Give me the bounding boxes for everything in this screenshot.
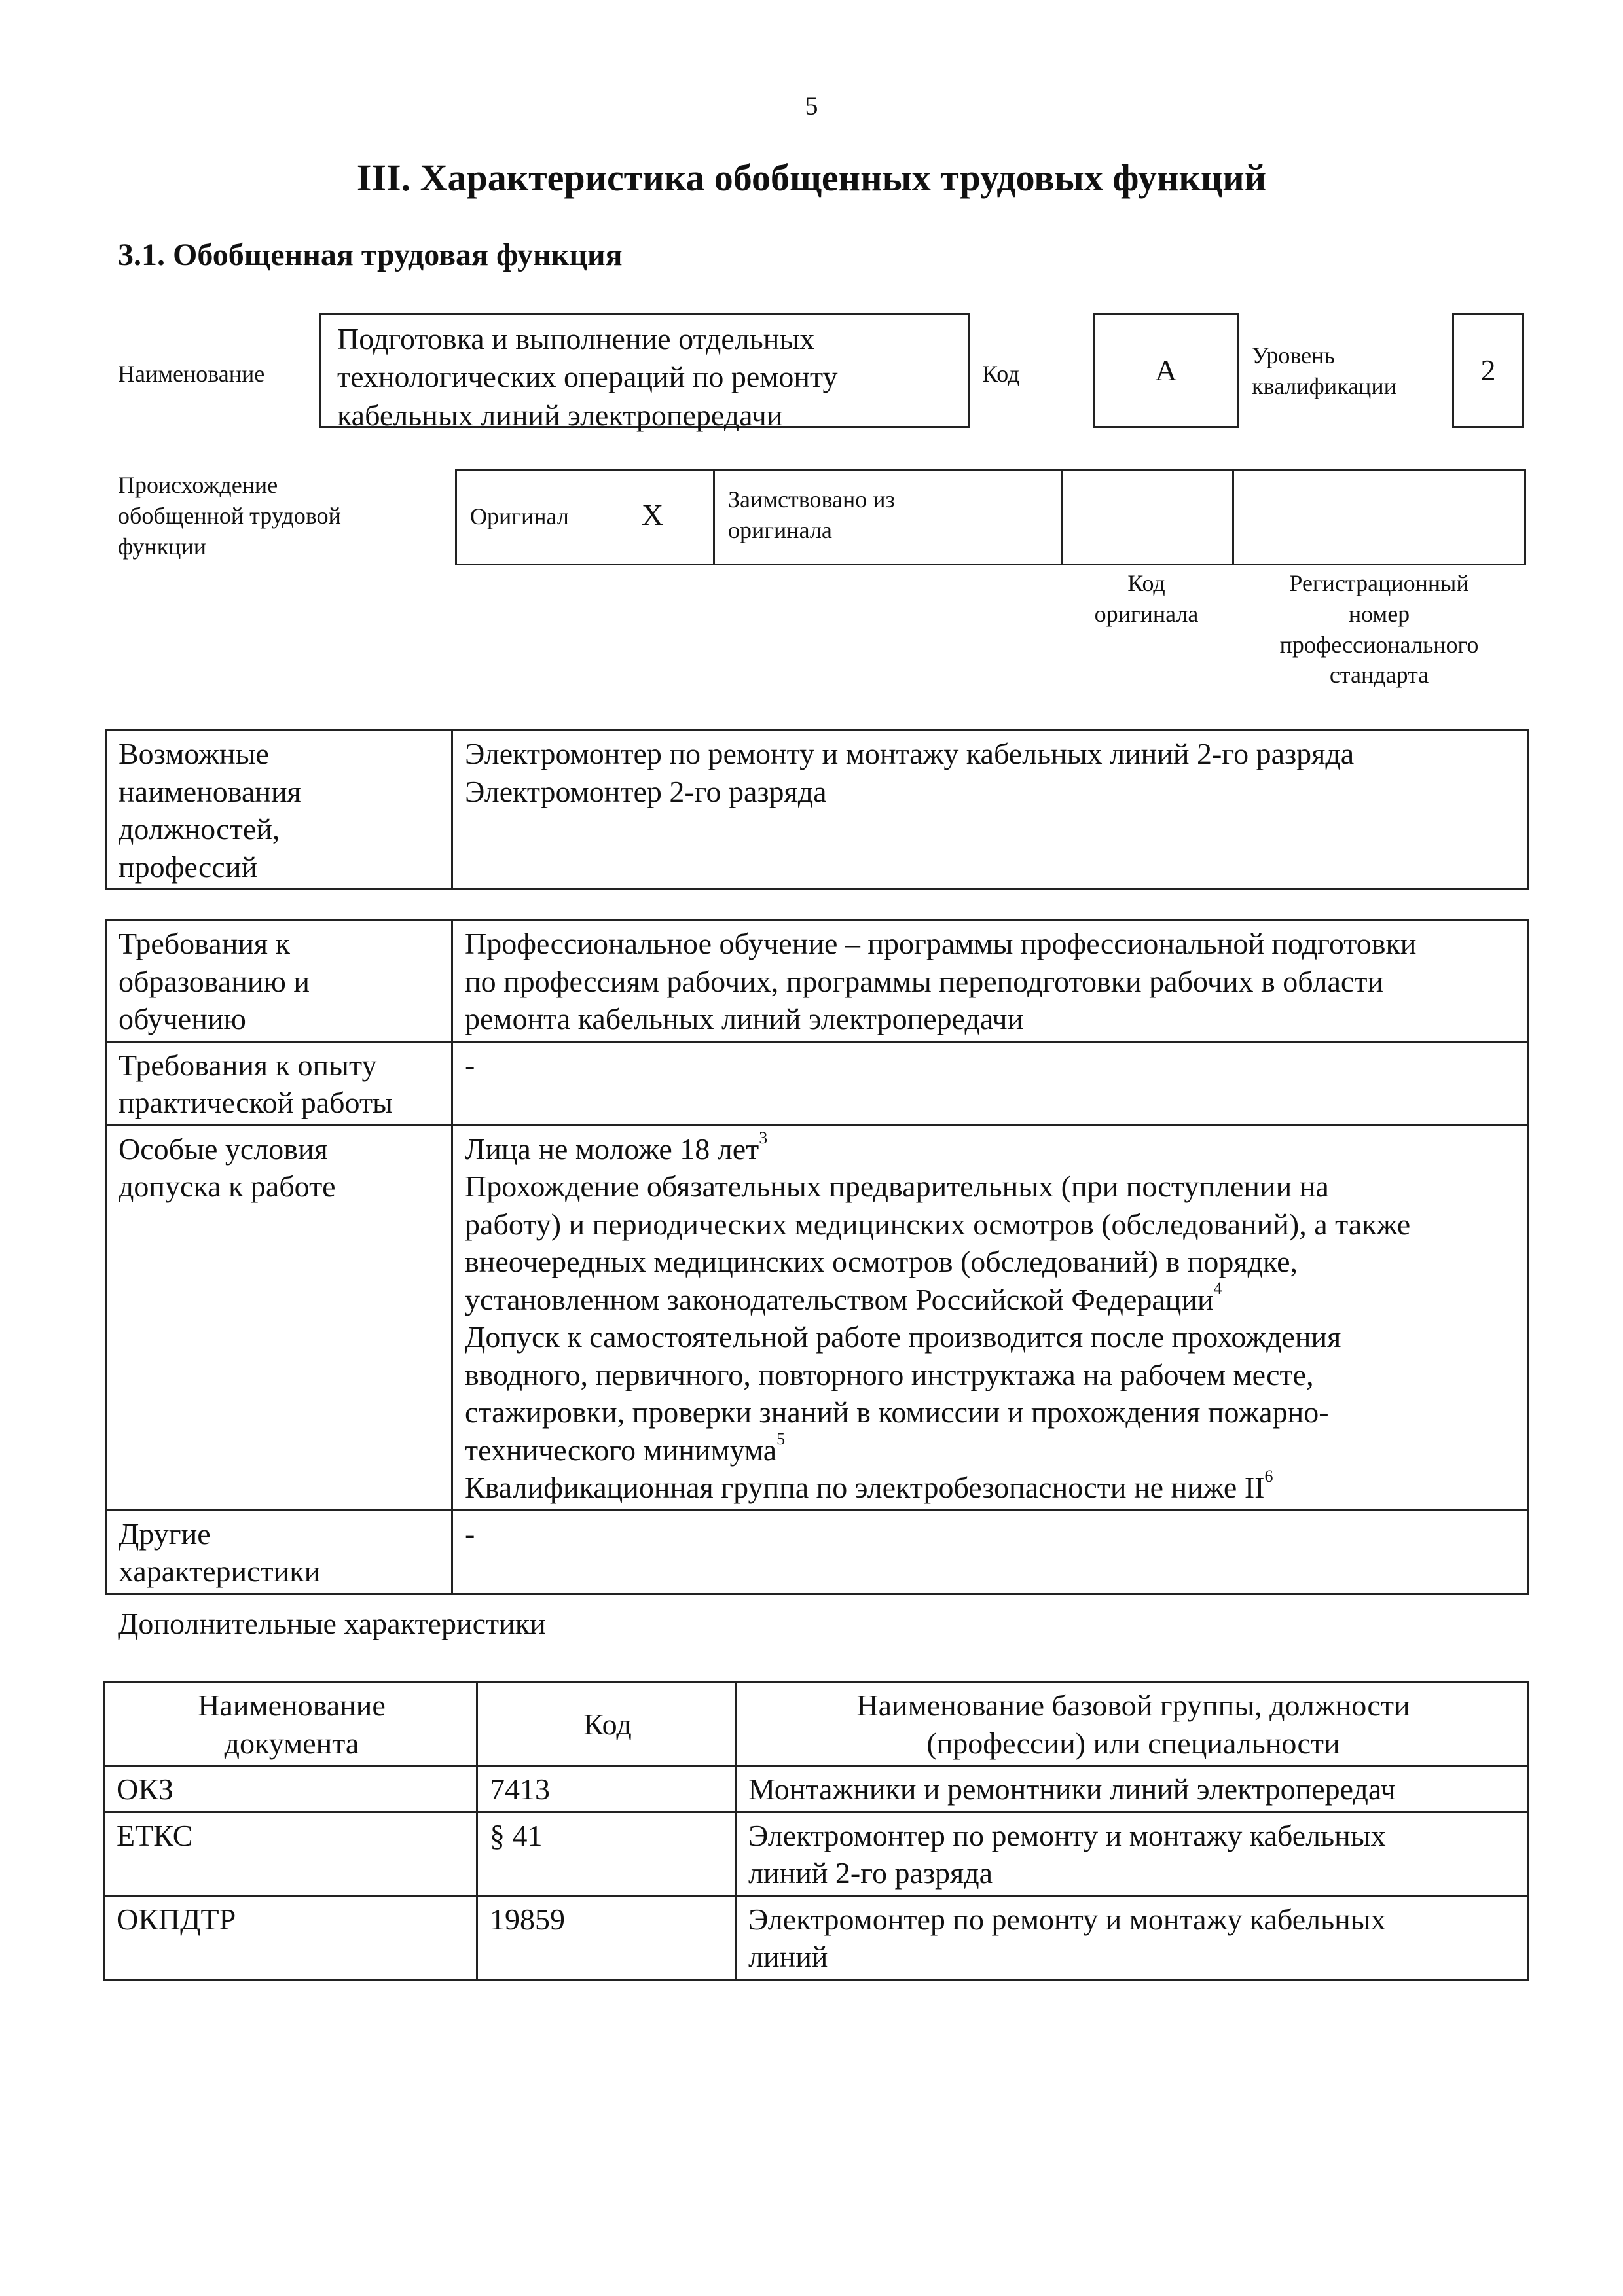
code-cell: 7413 [477,1766,736,1812]
conditions-label [106,1125,452,1510]
text: установленном законодательством Российской Федерации [465,1282,1214,1316]
value-line: по профессиям рабочих, программы переподготовки рабочих в области [465,964,1384,998]
table-row [104,1766,1529,1812]
name-label: Наименование [118,361,265,387]
experience-value: - [452,1041,1528,1125]
value-line [465,1130,1518,1168]
caption-line: номер [1348,600,1410,627]
value-line: внеочередных медицинских осмотров (обследований) в порядке, [465,1245,1298,1278]
table-row [104,1812,1529,1895]
positions-value [452,730,1528,889]
name-cell [736,1766,1529,1812]
value-line [465,1278,1518,1319]
header-line: (профессии) или специальности [926,1726,1340,1760]
conditions-value [452,1125,1528,1510]
level-label-line: квалификации [1252,372,1396,399]
caption-line: Регистрационный [1289,570,1469,596]
table-row [106,1125,1528,1510]
caption-line: Код [1127,570,1165,596]
code-label: Код [982,361,1020,387]
caption-line: стандарта [1329,662,1429,689]
label-line: Возможные [119,737,269,770]
code-cell: § 41 [477,1812,736,1895]
origin-divider [1061,469,1063,565]
table-row [106,920,1528,1042]
value-line: ремонта кабельных линий электропередачи [465,1002,1024,1035]
positions-label [106,730,452,889]
label-line: должностей, [119,812,280,846]
function-name-line: технологических операций по ремонту [337,360,838,394]
caption-line: оригинала [1094,600,1199,627]
name-line: Монтажники и ремонтники линий электропередач [748,1772,1396,1806]
value-line [465,1469,1518,1507]
level-label [1252,340,1396,402]
label-line: Другие [119,1516,211,1551]
text: Квалификационная группа по электробезопасности не ниже II [465,1471,1265,1504]
value-line: работу) и периодических медицинских осмотров (обследований), а также [465,1207,1411,1241]
positions-table [105,729,1529,890]
reg-number-caption [1232,568,1526,691]
label-line: характеристики [119,1554,321,1588]
name-line: линий [748,1940,828,1973]
table-row [106,730,1528,889]
level-label-line: Уровень [1252,342,1335,368]
value-line: вводного, первичного, повторного инструктажа на рабочем месте, [465,1357,1314,1391]
col-header-code: Код [477,1682,736,1766]
text: Лица не моложе 18 лет [465,1132,759,1166]
doc-cell: ЕТКС [104,1812,477,1895]
label-line: Требования к [119,927,290,960]
requirements-table [105,919,1529,1595]
text: технического минимума [465,1433,777,1467]
footnote-mark: 6 [1264,1467,1273,1486]
value-line [465,1431,1518,1469]
name-line: линий 2-го разряда [748,1856,993,1890]
caption-line: профессионального [1279,631,1479,658]
level-value: 2 [1480,353,1496,387]
label-line: наименования [119,774,301,808]
education-label [106,920,452,1042]
name-cell [736,1812,1529,1895]
origin-label-line: обобщенной трудовой [118,502,341,529]
name-line: Электромонтер по ремонту и монтажу кабельных [748,1902,1386,1936]
name-line: Электромонтер по ремонту и монтажу кабельных [748,1818,1386,1852]
additional-table [103,1681,1529,1981]
header-line: Наименование базовой группы, должности [856,1689,1410,1722]
page-number: 5 [805,91,818,120]
function-name-line: Подготовка и выполнение отдельных [337,322,815,355]
value-line: Допуск к самостоятельной работе производится после прохождения [465,1320,1341,1354]
name-cell [736,1895,1529,1979]
label-line: допуска к работе [119,1170,336,1203]
code-value: А [1155,353,1177,387]
value-line: Прохождение обязательных предварительных (при поступлении на [465,1170,1329,1203]
origin-label-line: функции [118,533,206,560]
doc-cell: ОКПДТР [104,1895,477,1979]
origin-label [118,470,341,562]
label-line: Требования к опыту [119,1048,377,1082]
function-name-line: кабельных линий электропередачи [337,398,783,432]
additional-heading: Дополнительные характеристики [118,1607,546,1640]
function-name-box [319,313,970,432]
footnote-mark: 5 [776,1429,786,1448]
table-row [106,1041,1528,1125]
original-code-caption [1061,568,1232,630]
value-line: стажировки, проверки знаний в комиссии и прохождения пожарно- [465,1395,1329,1429]
subsection-title: 3.1. Обобщенная трудовая функция [118,238,623,272]
table-row [104,1895,1529,1979]
borrowed-label [728,484,895,546]
value-line: Электромонтер по ремонту и монтажу кабельных линий 2-го разряда [465,737,1355,770]
borrowed-label-line: оригинала [728,516,832,543]
origin-divider [713,469,715,565]
experience-label [106,1041,452,1125]
code-box [1093,313,1239,428]
footnote-mark: 4 [1213,1278,1222,1298]
header-line: документа [224,1726,359,1760]
origin-label-line: Происхождение [118,472,278,498]
level-box [1452,313,1524,428]
header-line: Наименование [198,1689,386,1722]
other-label [106,1510,452,1594]
col-header-name [736,1682,1529,1766]
original-label: Оригинал [470,503,569,529]
table-header-row [104,1682,1529,1766]
original-mark: X [642,498,664,531]
education-value [452,920,1528,1042]
section-title: III. Характеристика обобщенных трудовых функций [356,156,1267,199]
other-value: - [452,1510,1528,1594]
doc-cell: ОКЗ [104,1766,477,1812]
label-line: Особые условия [119,1132,328,1166]
footnote-mark: 3 [759,1128,768,1147]
label-line: образованию и [119,964,310,998]
col-header-doc [104,1682,477,1766]
label-line: обучению [119,1002,246,1035]
borrowed-label-line: Заимствовано из [728,486,895,512]
label-line: профессий [119,850,258,884]
code-cell: 19859 [477,1895,736,1979]
origin-divider [1232,469,1234,565]
value-line: Профессиональное обучение – программы профессиональной подготовки [465,927,1417,960]
value-line: Электромонтер 2-го разряда [465,774,827,808]
table-row [106,1510,1528,1594]
origin-box [455,469,1526,565]
label-line: практической работы [119,1086,393,1119]
